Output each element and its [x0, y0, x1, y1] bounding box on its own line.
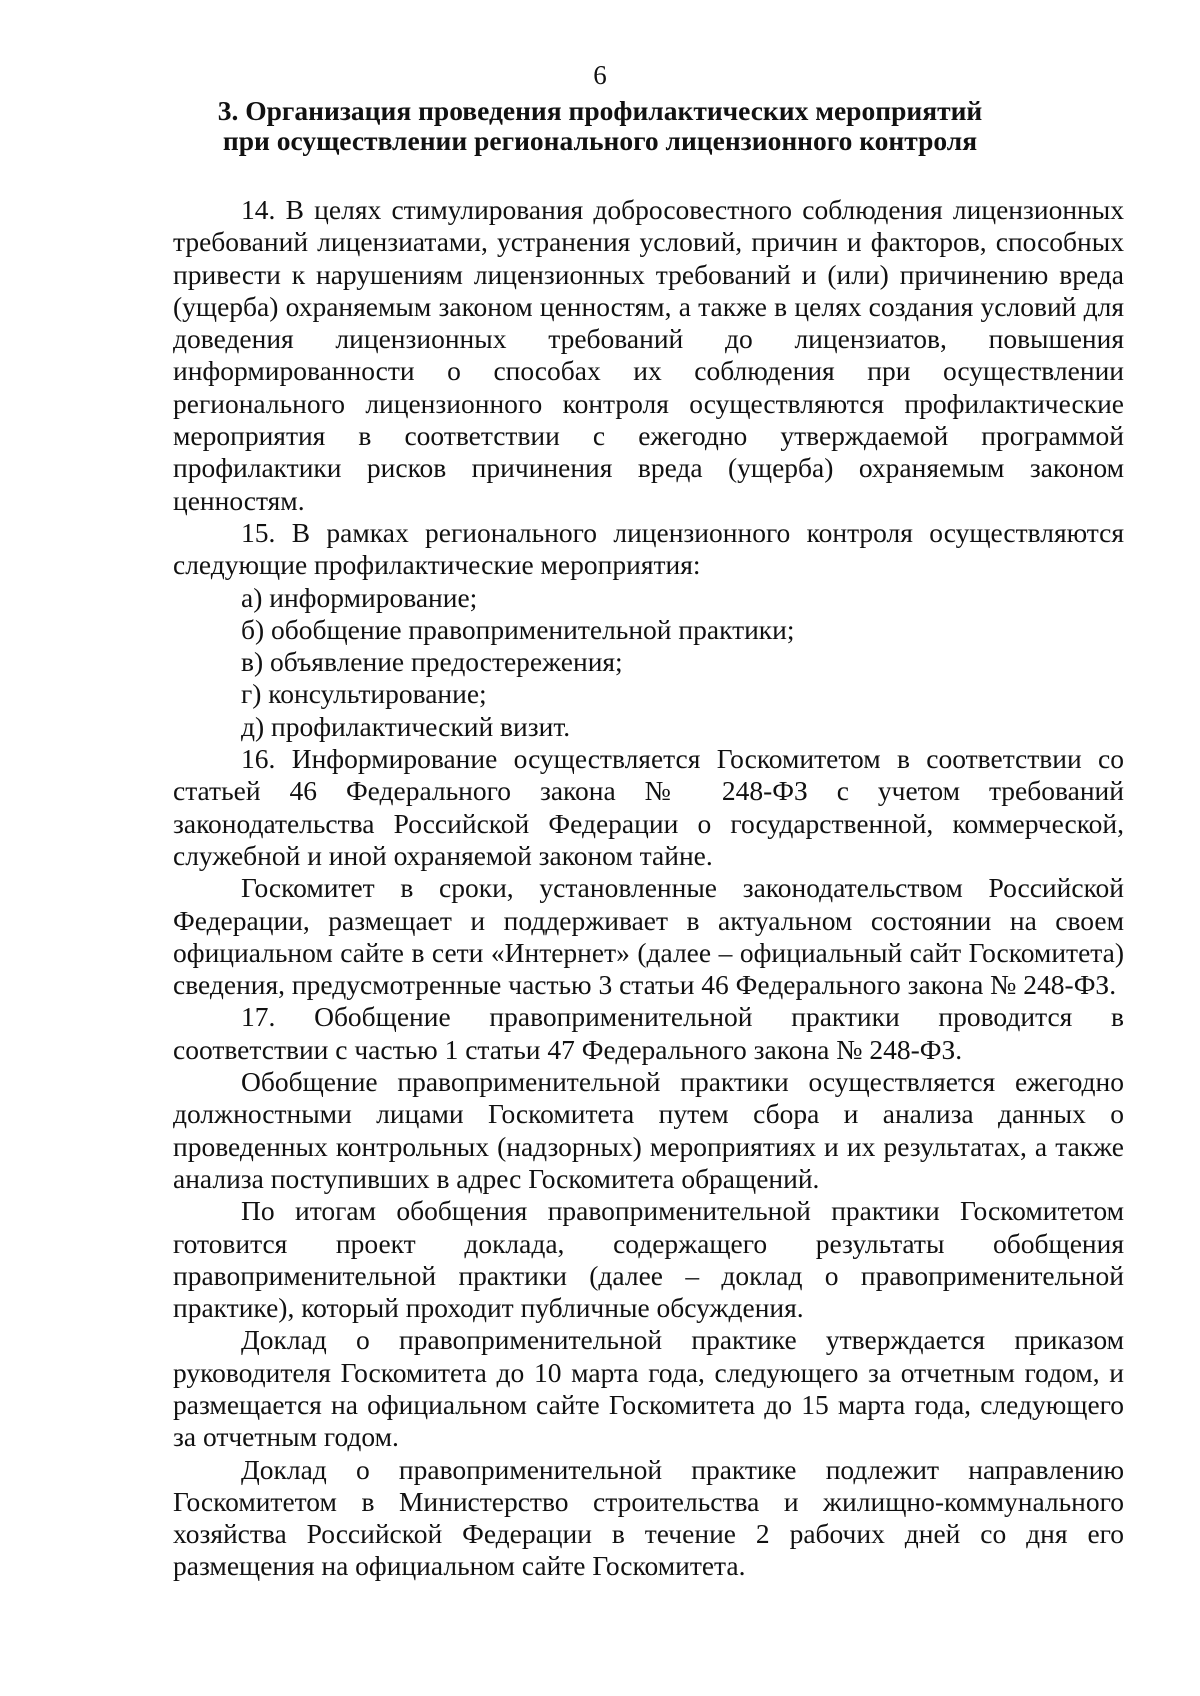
section-heading	[150, 96, 1050, 156]
paragraph-16-continued: Госкомитет в сроки, установленные законодательством Российской Федерации, размещает и поддерживает в актуальном состоянии на своем официальном сайте в сети «Интернет» (далее – официальный сайт Госкомитета) сведения, предусмотренные частью 3 статьи 46 Федерального закона № 248-ФЗ.	[173, 872, 1124, 1001]
list-item-v: в) объявление предостережения;	[241, 646, 623, 678]
list-item-d: д) профилактический визит.	[241, 710, 571, 742]
paragraph-17: 17. Обобщение правоприменительной практики проводится в соответствии с частью 1 статьи 47 Федерального закона № 248-ФЗ.	[173, 1001, 1124, 1065]
list-item-g: г) консультирование;	[241, 678, 487, 710]
section-heading-line-1: 3. Организация проведения профилактических мероприятий	[217, 95, 983, 126]
paragraph-14: 14. В целях стимулирования добросовестного соблюдения лицензионных требований лицензиатами, устранения условий, причин и факторов, способных привести к нарушениям лицензионных требований и (или) причинению вреда (ущерба) охраняемым законом ценностям, а также в целях создания условий для доведения лицензионных требований до лицензиатов, повышения информированности о способах их соблюдения при осуществлении регионального лицензионного контроля осуществляются профилактические мероприятия в соответствии с ежегодно утверждаемой программой профилактики рисков причинения вреда (ущерба) охраняемым законом ценностям.	[173, 194, 1124, 516]
paragraph-17-generalization: Обобщение правоприменительной практики осуществляется ежегодно должностными лицами Госкомитета путем сбора и анализа данных о проведенных контрольных (надзорных) мероприятиях и их результатах, а также анализа поступивших в адрес Госкомитета обращений.	[173, 1066, 1124, 1194]
paragraph-17-report-approval: Доклад о правоприменительной практике утверждается приказом руководителя Госкомитета до 10 марта года, следующего за отчетным годом, и размещается на официальном сайте Госкомитета до 15 марта года, следующего за отчетным годом.	[173, 1324, 1124, 1453]
paragraph-16: 16. Информирование осуществляется Госкомитетом в соответствии со статьей 46 Федерального закона № 248-ФЗ с учетом требований законодательства Российской Федерации о государственной, коммерческой, служебной и иной охраняемой законом тайне.	[173, 743, 1124, 871]
document-body	[173, 194, 1124, 1583]
paragraph-17-draft-report: По итогам обобщения правоприменительной практики Госкомитетом готовится проект доклада, содержащего результаты обобщения правоприменительной практики (далее – доклад о правоприменительной практике), который проходит публичные обсуждения.	[173, 1195, 1124, 1324]
paragraph-15: 15. В рамках регионального лицензионного контроля осуществляются следующие профилактические мероприятия:	[173, 516, 1124, 581]
section-heading-line-2: при осуществлении регионального лицензионного контроля	[222, 125, 978, 156]
list-item-a: а) информирование;	[241, 581, 478, 613]
paragraph-17-report-submission: Доклад о правоприменительной практике подлежит направлению Госкомитетом в Министерство строительства и жилищно-коммунального хозяйства Российской Федерации в течение 2 рабочих дней со дня его размещения на официальном сайте Госкомитета.	[173, 1453, 1124, 1582]
list-item-b: б) обобщение правоприменительной практики;	[241, 613, 795, 645]
page-number: 6	[593, 60, 607, 90]
